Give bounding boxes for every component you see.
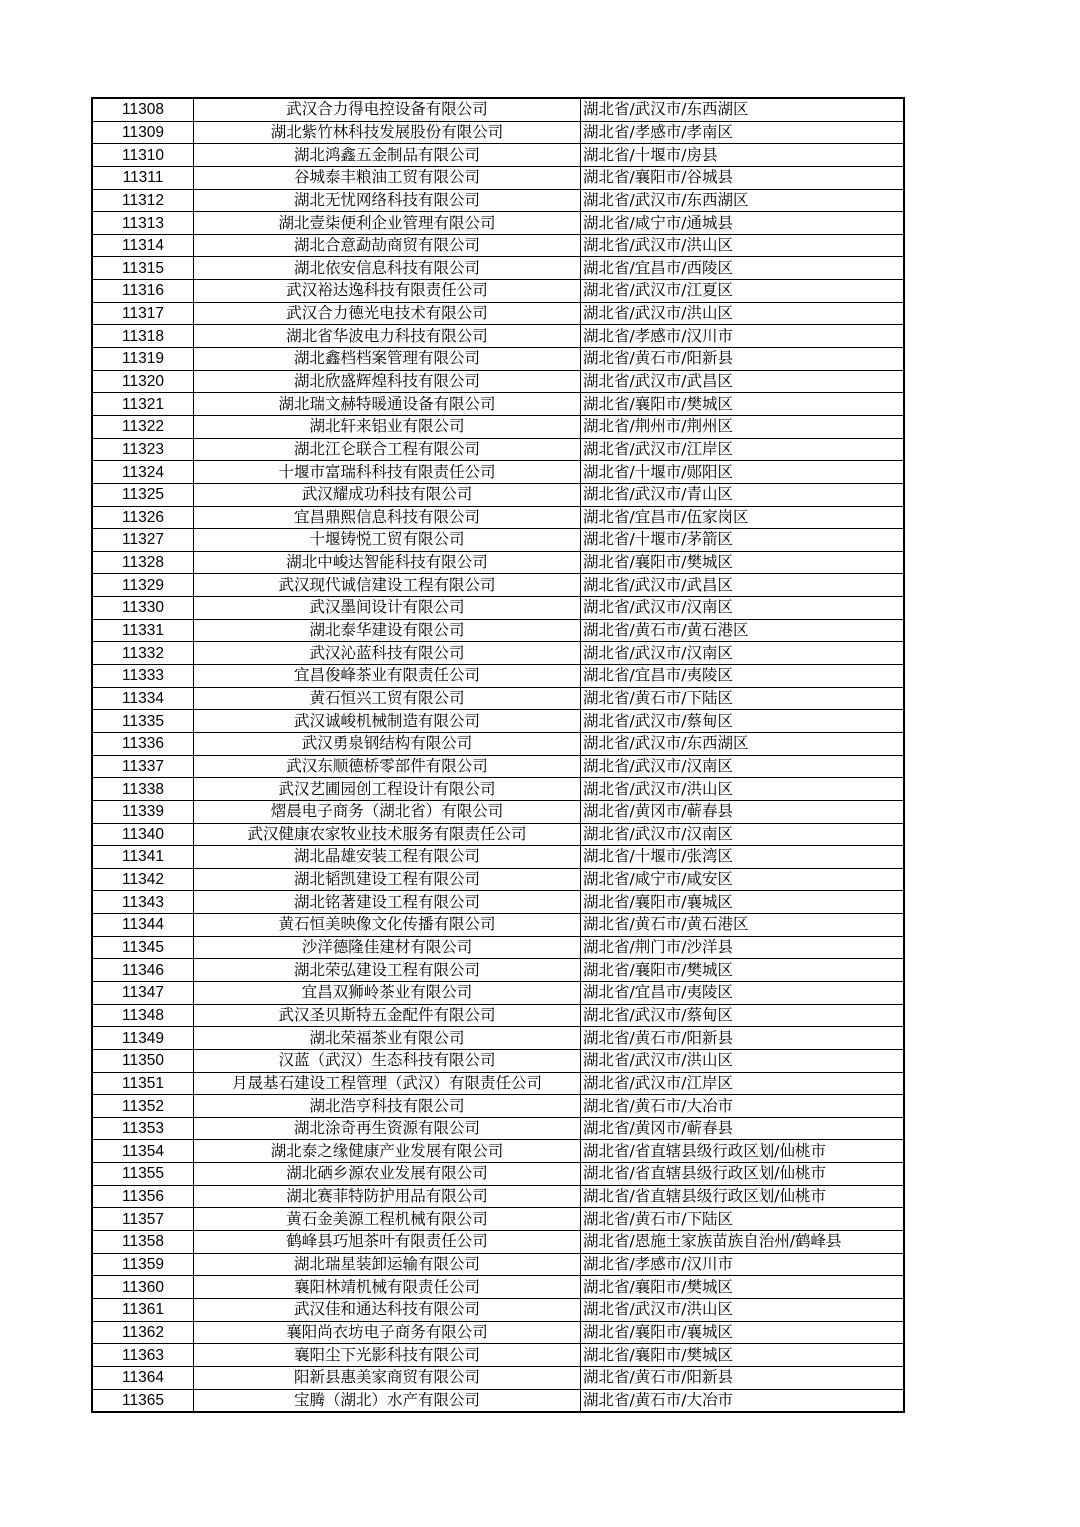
company-name-cell: 湖北铭著建设工程有限公司 xyxy=(194,891,581,914)
row-id-cell: 11322 xyxy=(92,415,194,438)
row-id-cell: 11342 xyxy=(92,868,194,891)
table-row xyxy=(92,823,904,846)
row-id-cell: 11323 xyxy=(92,438,194,461)
region-cell: 湖北省/黄石市/大冶市 xyxy=(581,1095,905,1118)
region-cell: 湖北省/十堰市/茅箭区 xyxy=(581,529,905,552)
table-row xyxy=(92,574,904,597)
region-cell: 湖北省/襄阳市/樊城区 xyxy=(581,1276,905,1299)
table-row xyxy=(92,1049,904,1072)
company-name-cell: 湖北硒乡源农业发展有限公司 xyxy=(194,1163,581,1186)
region-cell: 湖北省/省直辖县级行政区划/仙桃市 xyxy=(581,1140,905,1163)
region-cell: 湖北省/荆州市/荆州区 xyxy=(581,415,905,438)
region-cell: 湖北省/武汉市/江岸区 xyxy=(581,438,905,461)
company-name-cell: 湖北涂奇再生资源有限公司 xyxy=(194,1117,581,1140)
company-name-cell: 武汉艺圃园创工程设计有限公司 xyxy=(194,778,581,801)
company-name-cell: 黄石金美源工程机械有限公司 xyxy=(194,1208,581,1231)
row-id-cell: 11309 xyxy=(92,121,194,144)
region-cell: 湖北省/宜昌市/西陵区 xyxy=(581,257,905,280)
company-name-cell: 阳新县惠美家商贸有限公司 xyxy=(194,1366,581,1389)
company-name-cell: 湖北欣盛辉煌科技有限公司 xyxy=(194,370,581,393)
region-cell: 湖北省/武汉市/洪山区 xyxy=(581,1049,905,1072)
region-cell: 湖北省/宜昌市/夷陵区 xyxy=(581,665,905,688)
row-id-cell: 11326 xyxy=(92,506,194,529)
company-name-cell: 湖北晶雄安装工程有限公司 xyxy=(194,846,581,869)
company-name-cell: 湖北韬凯建设工程有限公司 xyxy=(194,868,581,891)
table-row xyxy=(92,1389,904,1412)
row-id-cell: 11361 xyxy=(92,1298,194,1321)
table-row xyxy=(92,1298,904,1321)
row-id-cell: 11344 xyxy=(92,914,194,937)
region-cell: 湖北省/武汉市/洪山区 xyxy=(581,302,905,325)
company-name-cell: 襄阳尚衣坊电子商务有限公司 xyxy=(194,1321,581,1344)
row-id-cell: 11357 xyxy=(92,1208,194,1231)
table-row xyxy=(92,755,904,778)
region-cell: 湖北省/咸宁市/通城县 xyxy=(581,212,905,235)
company-name-cell: 湖北依安信息科技有限公司 xyxy=(194,257,581,280)
table-row xyxy=(92,438,904,461)
company-name-cell: 熠晨电子商务（湖北省）有限公司 xyxy=(194,800,581,823)
table-row xyxy=(92,1276,904,1299)
row-id-cell: 11314 xyxy=(92,234,194,257)
row-id-cell: 11346 xyxy=(92,959,194,982)
region-cell: 湖北省/宜昌市/夷陵区 xyxy=(581,981,905,1004)
region-cell: 湖北省/襄阳市/樊城区 xyxy=(581,1344,905,1367)
row-id-cell: 11359 xyxy=(92,1253,194,1276)
row-id-cell: 11315 xyxy=(92,257,194,280)
row-id-cell: 11350 xyxy=(92,1049,194,1072)
row-id-cell: 11341 xyxy=(92,846,194,869)
region-cell: 湖北省/襄阳市/樊城区 xyxy=(581,551,905,574)
table-row xyxy=(92,212,904,235)
company-name-cell: 谷城泰丰粮油工贸有限公司 xyxy=(194,166,581,189)
region-cell: 湖北省/荆门市/沙洋县 xyxy=(581,936,905,959)
company-name-cell: 武汉合力得电控设备有限公司 xyxy=(194,98,581,121)
company-name-cell: 湖北鸿鑫五金制品有限公司 xyxy=(194,144,581,167)
table-row xyxy=(92,1366,904,1389)
table-row xyxy=(92,868,904,891)
company-name-cell: 武汉勇泉钢结构有限公司 xyxy=(194,732,581,755)
region-cell: 湖北省/孝感市/汉川市 xyxy=(581,1253,905,1276)
table-row xyxy=(92,529,904,552)
table-row xyxy=(92,302,904,325)
row-id-cell: 11313 xyxy=(92,212,194,235)
table-row xyxy=(92,1027,904,1050)
company-name-cell: 武汉裕达逸科技有限责任公司 xyxy=(194,280,581,303)
company-name-cell: 湖北合意勐劼商贸有限公司 xyxy=(194,234,581,257)
table-row xyxy=(92,325,904,348)
row-id-cell: 11316 xyxy=(92,280,194,303)
table-row xyxy=(92,1117,904,1140)
region-cell: 湖北省/武汉市/洪山区 xyxy=(581,778,905,801)
row-id-cell: 11333 xyxy=(92,665,194,688)
region-cell: 湖北省/武汉市/青山区 xyxy=(581,483,905,506)
region-cell: 湖北省/武汉市/汉南区 xyxy=(581,755,905,778)
company-name-cell: 湖北瑞星装卸运输有限公司 xyxy=(194,1253,581,1276)
table-row xyxy=(92,665,904,688)
table-row xyxy=(92,597,904,620)
region-cell: 湖北省/武汉市/汉南区 xyxy=(581,823,905,846)
region-cell: 湖北省/黄冈市/蕲春县 xyxy=(581,1117,905,1140)
table-row xyxy=(92,144,904,167)
row-id-cell: 11364 xyxy=(92,1366,194,1389)
table-row xyxy=(92,959,904,982)
row-id-cell: 11354 xyxy=(92,1140,194,1163)
row-id-cell: 11336 xyxy=(92,732,194,755)
row-id-cell: 11360 xyxy=(92,1276,194,1299)
table-row xyxy=(92,1231,904,1254)
company-name-cell: 襄阳林靖机械有限责任公司 xyxy=(194,1276,581,1299)
company-name-cell: 月晟基石建设工程管理（武汉）有限责任公司 xyxy=(194,1072,581,1095)
table-row xyxy=(92,98,904,121)
table-row xyxy=(92,1140,904,1163)
company-name-cell: 湖北荣福茶业有限公司 xyxy=(194,1027,581,1050)
region-cell: 湖北省/黄石市/阳新县 xyxy=(581,348,905,371)
company-name-cell: 湖北紫竹林科技发展股份有限公司 xyxy=(194,121,581,144)
region-cell: 湖北省/咸宁市/咸安区 xyxy=(581,868,905,891)
table-body xyxy=(92,98,904,1412)
row-id-cell: 11349 xyxy=(92,1027,194,1050)
table-row xyxy=(92,891,904,914)
company-name-cell: 武汉墨间设计有限公司 xyxy=(194,597,581,620)
table-row xyxy=(92,1163,904,1186)
company-name-cell: 湖北赛菲特防护用品有限公司 xyxy=(194,1185,581,1208)
row-id-cell: 11358 xyxy=(92,1231,194,1254)
row-id-cell: 11327 xyxy=(92,529,194,552)
region-cell: 湖北省/武汉市/东西湖区 xyxy=(581,189,905,212)
row-id-cell: 11329 xyxy=(92,574,194,597)
region-cell: 湖北省/襄阳市/谷城县 xyxy=(581,166,905,189)
region-cell: 湖北省/武汉市/东西湖区 xyxy=(581,732,905,755)
region-cell: 湖北省/襄阳市/襄城区 xyxy=(581,891,905,914)
region-cell: 湖北省/襄阳市/襄城区 xyxy=(581,1321,905,1344)
region-cell: 湖北省/省直辖县级行政区划/仙桃市 xyxy=(581,1185,905,1208)
region-cell: 湖北省/黄石市/黄石港区 xyxy=(581,619,905,642)
company-name-cell: 汉蓝（武汉）生态科技有限公司 xyxy=(194,1049,581,1072)
company-name-cell: 武汉合力德光电技术有限公司 xyxy=(194,302,581,325)
table-row xyxy=(92,800,904,823)
company-name-cell: 武汉圣贝斯特五金配件有限公司 xyxy=(194,1004,581,1027)
region-cell: 湖北省/襄阳市/樊城区 xyxy=(581,959,905,982)
company-name-cell: 湖北荣弘建设工程有限公司 xyxy=(194,959,581,982)
table-row xyxy=(92,642,904,665)
company-name-cell: 沙洋德隆佳建材有限公司 xyxy=(194,936,581,959)
region-cell: 湖北省/黄石市/下陆区 xyxy=(581,687,905,710)
row-id-cell: 11334 xyxy=(92,687,194,710)
row-id-cell: 11312 xyxy=(92,189,194,212)
region-cell: 湖北省/武汉市/东西湖区 xyxy=(581,98,905,121)
company-name-cell: 黄石恒美映像文化传播有限公司 xyxy=(194,914,581,937)
company-name-cell: 武汉佳和通达科技有限公司 xyxy=(194,1298,581,1321)
company-name-cell: 武汉现代诚信建设工程有限公司 xyxy=(194,574,581,597)
row-id-cell: 11339 xyxy=(92,800,194,823)
row-id-cell: 11308 xyxy=(92,98,194,121)
company-name-cell: 武汉沁蓝科技有限公司 xyxy=(194,642,581,665)
table-row xyxy=(92,732,904,755)
row-id-cell: 11337 xyxy=(92,755,194,778)
table-row xyxy=(92,551,904,574)
table-row xyxy=(92,1321,904,1344)
row-id-cell: 11319 xyxy=(92,348,194,371)
table-row xyxy=(92,415,904,438)
region-cell: 湖北省/黄石市/阳新县 xyxy=(581,1027,905,1050)
row-id-cell: 11355 xyxy=(92,1163,194,1186)
table-row xyxy=(92,166,904,189)
region-cell: 湖北省/黄石市/大冶市 xyxy=(581,1389,905,1412)
region-cell: 湖北省/黄石市/下陆区 xyxy=(581,1208,905,1231)
company-table xyxy=(91,97,905,1413)
row-id-cell: 11318 xyxy=(92,325,194,348)
table-row xyxy=(92,257,904,280)
table-row xyxy=(92,1344,904,1367)
company-name-cell: 湖北浩亨科技有限公司 xyxy=(194,1095,581,1118)
row-id-cell: 11330 xyxy=(92,597,194,620)
region-cell: 湖北省/武汉市/洪山区 xyxy=(581,1298,905,1321)
table-row xyxy=(92,234,904,257)
row-id-cell: 11317 xyxy=(92,302,194,325)
row-id-cell: 11320 xyxy=(92,370,194,393)
company-name-cell: 湖北轩来铝业有限公司 xyxy=(194,415,581,438)
row-id-cell: 11363 xyxy=(92,1344,194,1367)
company-name-cell: 宜昌双狮岭茶业有限公司 xyxy=(194,981,581,1004)
table-row xyxy=(92,483,904,506)
region-cell: 湖北省/孝感市/孝南区 xyxy=(581,121,905,144)
region-cell: 湖北省/武汉市/武昌区 xyxy=(581,574,905,597)
company-name-cell: 湖北瑞文赫特暖通设备有限公司 xyxy=(194,393,581,416)
row-id-cell: 11365 xyxy=(92,1389,194,1412)
company-name-cell: 湖北无忧网络科技有限公司 xyxy=(194,189,581,212)
table-row xyxy=(92,1072,904,1095)
row-id-cell: 11311 xyxy=(92,166,194,189)
row-id-cell: 11332 xyxy=(92,642,194,665)
table-row xyxy=(92,280,904,303)
table-row xyxy=(92,778,904,801)
company-name-cell: 宝腾（湖北）水产有限公司 xyxy=(194,1389,581,1412)
table-row xyxy=(92,846,904,869)
row-id-cell: 11310 xyxy=(92,144,194,167)
company-name-cell: 十堰市富瑞科科技有限责任公司 xyxy=(194,461,581,484)
row-id-cell: 11348 xyxy=(92,1004,194,1027)
row-id-cell: 11351 xyxy=(92,1072,194,1095)
table-row xyxy=(92,981,904,1004)
company-name-cell: 鹤峰县巧旭茶叶有限责任公司 xyxy=(194,1231,581,1254)
row-id-cell: 11340 xyxy=(92,823,194,846)
company-name-cell: 湖北省华波电力科技有限公司 xyxy=(194,325,581,348)
region-cell: 湖北省/襄阳市/樊城区 xyxy=(581,393,905,416)
region-cell: 湖北省/恩施土家族苗族自治州/鹤峰县 xyxy=(581,1231,905,1254)
row-id-cell: 11325 xyxy=(92,483,194,506)
region-cell: 湖北省/武汉市/洪山区 xyxy=(581,234,905,257)
region-cell: 湖北省/黄石市/阳新县 xyxy=(581,1366,905,1389)
company-name-cell: 武汉东顺德桥零部件有限公司 xyxy=(194,755,581,778)
region-cell: 湖北省/省直辖县级行政区划/仙桃市 xyxy=(581,1163,905,1186)
row-id-cell: 11356 xyxy=(92,1185,194,1208)
table-row xyxy=(92,461,904,484)
row-id-cell: 11331 xyxy=(92,619,194,642)
company-name-cell: 宜昌鼎熙信息科技有限公司 xyxy=(194,506,581,529)
region-cell: 湖北省/十堰市/郧阳区 xyxy=(581,461,905,484)
region-cell: 湖北省/孝感市/汉川市 xyxy=(581,325,905,348)
company-name-cell: 黄石恒兴工贸有限公司 xyxy=(194,687,581,710)
table-row xyxy=(92,687,904,710)
row-id-cell: 11345 xyxy=(92,936,194,959)
row-id-cell: 11343 xyxy=(92,891,194,914)
table-row xyxy=(92,1095,904,1118)
row-id-cell: 11328 xyxy=(92,551,194,574)
row-id-cell: 11352 xyxy=(92,1095,194,1118)
region-cell: 湖北省/武汉市/江岸区 xyxy=(581,1072,905,1095)
region-cell: 湖北省/十堰市/张湾区 xyxy=(581,846,905,869)
table-row xyxy=(92,348,904,371)
company-name-cell: 宜昌俊峰茶业有限责任公司 xyxy=(194,665,581,688)
company-name-cell: 武汉耀成功科技有限公司 xyxy=(194,483,581,506)
table-row xyxy=(92,1253,904,1276)
company-name-cell: 湖北江仑联合工程有限公司 xyxy=(194,438,581,461)
table-row xyxy=(92,393,904,416)
table-row xyxy=(92,914,904,937)
region-cell: 湖北省/黄石市/黄石港区 xyxy=(581,914,905,937)
company-name-cell: 湖北泰华建设有限公司 xyxy=(194,619,581,642)
table-row xyxy=(92,1208,904,1231)
region-cell: 湖北省/武汉市/江夏区 xyxy=(581,280,905,303)
company-name-cell: 十堰铸悦工贸有限公司 xyxy=(194,529,581,552)
region-cell: 湖北省/武汉市/汉南区 xyxy=(581,597,905,620)
region-cell: 湖北省/武汉市/蔡甸区 xyxy=(581,1004,905,1027)
row-id-cell: 11324 xyxy=(92,461,194,484)
row-id-cell: 11347 xyxy=(92,981,194,1004)
company-name-cell: 武汉诚峻机械制造有限公司 xyxy=(194,710,581,733)
row-id-cell: 11338 xyxy=(92,778,194,801)
table-row xyxy=(92,370,904,393)
table-row xyxy=(92,189,904,212)
region-cell: 湖北省/十堰市/房县 xyxy=(581,144,905,167)
company-name-cell: 武汉健康农家牧业技术服务有限责任公司 xyxy=(194,823,581,846)
row-id-cell: 11362 xyxy=(92,1321,194,1344)
region-cell: 湖北省/武汉市/武昌区 xyxy=(581,370,905,393)
region-cell: 湖北省/黄冈市/蕲春县 xyxy=(581,800,905,823)
row-id-cell: 11335 xyxy=(92,710,194,733)
company-name-cell: 襄阳尘下光影科技有限公司 xyxy=(194,1344,581,1367)
table-row xyxy=(92,121,904,144)
table-row xyxy=(92,936,904,959)
table-row xyxy=(92,619,904,642)
table-row xyxy=(92,1185,904,1208)
row-id-cell: 11353 xyxy=(92,1117,194,1140)
region-cell: 湖北省/宜昌市/伍家岗区 xyxy=(581,506,905,529)
company-name-cell: 湖北鑫档档案管理有限公司 xyxy=(194,348,581,371)
company-name-cell: 湖北壹柒便利企业管理有限公司 xyxy=(194,212,581,235)
company-name-cell: 湖北泰之缘健康产业发展有限公司 xyxy=(194,1140,581,1163)
table-row xyxy=(92,506,904,529)
region-cell: 湖北省/武汉市/汉南区 xyxy=(581,642,905,665)
table-row xyxy=(92,1004,904,1027)
row-id-cell: 11321 xyxy=(92,393,194,416)
company-name-cell: 湖北中峻达智能科技有限公司 xyxy=(194,551,581,574)
region-cell: 湖北省/武汉市/蔡甸区 xyxy=(581,710,905,733)
table-row xyxy=(92,710,904,733)
